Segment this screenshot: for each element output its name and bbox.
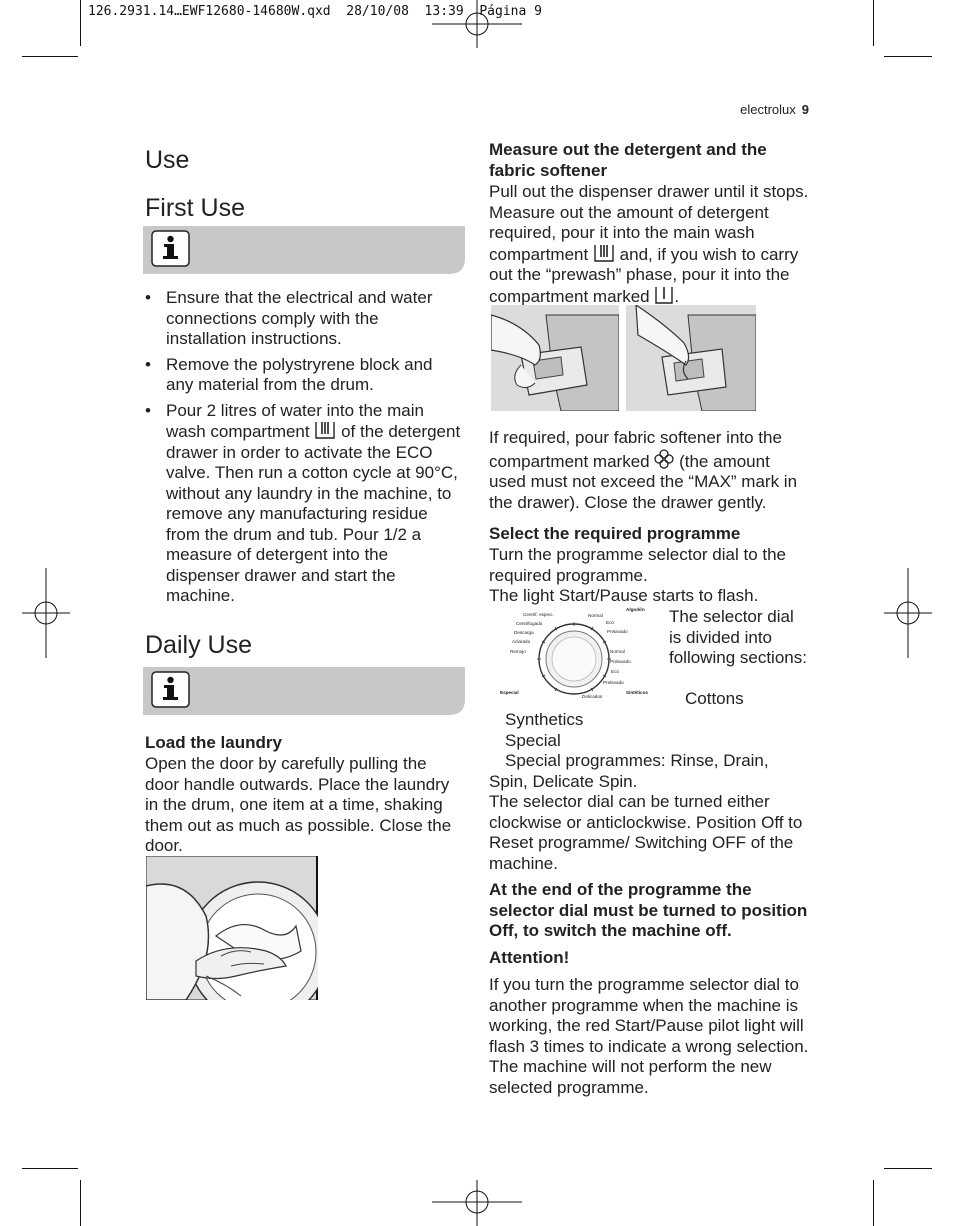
- dial-label: Prelavado: [603, 680, 624, 685]
- list-item: • Ensure that the electrical and water connections comply with the installation instructions.: [145, 288, 463, 350]
- prewash-icon: [654, 286, 674, 304]
- dial-label: Normal: [610, 649, 625, 654]
- brand-name: electrolux: [740, 102, 796, 117]
- end-of-programme-warning: At the end of the programme the selector dial must be turned to position Off, to switch the machine off.: [489, 880, 808, 940]
- special-programmes: Special programmes: Rinse, Drain, Spin, Delicate Spin.: [489, 751, 769, 791]
- load-laundry-heading: Load the laundry: [145, 733, 282, 752]
- attention-heading: Attention!: [489, 948, 570, 967]
- list-item: • Remove the polystryrene block and any material from the drum.: [145, 355, 463, 396]
- programme-dial-diagram: [498, 606, 658, 704]
- measure-heading: Measure out the detergent and the fabric softener: [489, 140, 767, 180]
- select-heading: Select the required programme: [489, 524, 741, 543]
- softener-text: If required, pour fabric softener into the compartment marked (the amount used must not exceed the “MAX” mark in the drawer). Close the drawer gently.: [489, 428, 798, 512]
- dial-label: Algodón: [626, 607, 645, 612]
- turn-text: The selector dial can be turned either clockwise or anticlockwise. Position Off to Reset programme/ Switching OFF of the machine.: [489, 792, 803, 873]
- dial-label: Eco: [611, 669, 619, 674]
- dial-label: Prelavado: [607, 629, 628, 634]
- dial-label: Prelavado: [610, 659, 631, 664]
- print-slug: 126.2931.14…EWF12680-14680W.qxd 28/10/08 13:39 Página 9: [88, 4, 542, 19]
- measure-text: Pull out the dispenser drawer until it stops. Measure out the amount of detergent required, pour it into the main wash compartment and, if you wish to carry out the “prewash” phase, pour it into the compartment marked .: [489, 182, 809, 306]
- dispenser-photo-2: [626, 305, 756, 411]
- section-title-first-use: First Use: [145, 194, 245, 222]
- info-icon: [152, 231, 189, 266]
- dial-label: Delicados: [582, 694, 603, 699]
- first-use-list: [145, 288, 463, 612]
- dial-label: Centrif. especi.: [523, 612, 554, 617]
- dispenser-photo-1: [491, 305, 619, 411]
- dial-label: Centrifugado: [516, 621, 543, 626]
- flash-text: The light Start/Pause starts to flash.: [489, 586, 759, 605]
- dial-label: Remojo: [510, 649, 526, 654]
- select-text: Turn the programme selector dial to the required programme.: [489, 545, 787, 585]
- section-cottons: Cottons: [685, 689, 744, 708]
- section-title-daily-use: Daily Use: [145, 631, 252, 659]
- dial-label: Especial: [500, 690, 519, 695]
- dial-label: Sintéticos: [626, 690, 648, 695]
- info-bar-daily: [143, 667, 465, 715]
- fabric-softener-icon: [654, 449, 674, 469]
- registration-mark-left: [22, 568, 70, 658]
- main-wash-icon: [314, 421, 336, 439]
- section-special: Special: [505, 731, 561, 750]
- dial-label: Eco: [606, 620, 614, 625]
- load-laundry-text: Open the door by carefully pulling the door handle outwards. Place the laundry in the drum, one item at a time, shaking them out as much as possible. Close the door.: [145, 754, 452, 855]
- section-synthetics: Synthetics: [505, 710, 584, 729]
- attention-text: If you turn the programme selector dial to another programme when the machine is working, the red Start/Pause pilot light will flash 3 times to indicate a wrong selection. The machine will not perform the new selected programme.: [489, 975, 809, 1097]
- section-title-use: Use: [145, 146, 190, 174]
- info-bar: [143, 226, 465, 274]
- main-wash-icon: [593, 244, 615, 262]
- info-icon: [152, 672, 189, 707]
- dial-label: Aclarado: [512, 639, 531, 644]
- registration-mark-right: [884, 568, 932, 658]
- dial-label: Normal: [588, 613, 603, 618]
- dial-side-text: The selector dial is divided into following sections:: [669, 607, 807, 667]
- load-laundry-illustration: [146, 856, 318, 1000]
- registration-mark-bottom: [432, 1180, 522, 1226]
- page-number: 9: [801, 102, 809, 117]
- list-item: • Pour 2 litres of water into the main wash compartment of the detergent drawer in order to activate the ECO valve. Then run a cotton cycle at 90°C, without any laundry in the machine, to remove any manufacturing residue from the drum and tub. Pour 1/2 a measure of detergent into the dispenser drawer and start the machine.: [145, 401, 463, 607]
- dial-label: Descarga: [514, 630, 534, 635]
- page-header: [740, 102, 809, 117]
